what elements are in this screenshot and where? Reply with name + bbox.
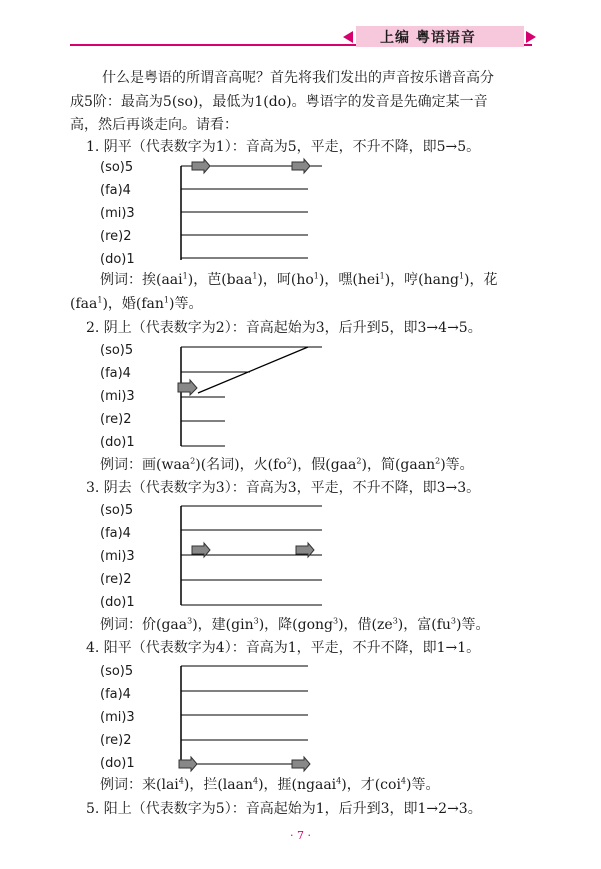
header-left-arrow-icon: [343, 31, 353, 43]
pitch-label: (re)2: [100, 229, 132, 244]
pitch-label: (mi)3: [100, 710, 135, 725]
pitch-label: (do)1: [100, 252, 135, 267]
pitch-label: (mi)3: [100, 206, 135, 221]
tone-1-examples-line-2: (faa$^1$)，婚(fan$^1$)等。: [70, 295, 203, 312]
tone-1-examples-line-1: 例词：挨(aai$^1$)，芭(baa$^1$)，呵$(ho^1)$，嘿(hei$^1$)，哼(hang$^1$)，花: [100, 271, 498, 288]
pitch-label: (re)2: [100, 572, 132, 587]
pitch-label: (do)1: [100, 756, 135, 771]
intro-line-3: 高，然后再谈走向。请看：: [70, 117, 238, 133]
arrow-end-icon: [292, 159, 310, 173]
tone-5-heading: 5. 阳上（代表数字为5）：音高起始为1，后升到3，即1→2→3。: [86, 801, 482, 817]
pitch-label: (do)1: [100, 435, 135, 450]
tone-4-examples: 例词：来(lai$^4$)，拦(laan$^4$)，捱(ngaai$^4$)，才(coi$^4$)等。: [100, 776, 440, 793]
pitch-label: (do)1: [100, 595, 135, 610]
arrow-end-icon: [292, 757, 310, 771]
pitch-label: (so)5: [100, 160, 134, 175]
header-title: 上编 粤语语音: [380, 30, 476, 46]
pitch-label: (so)5: [100, 343, 134, 358]
pitch-label: (so)5: [100, 503, 134, 518]
tone-2-heading: 2. 阴上（代表数字为2）：音高起始为3，后升到5，即3→4→5。: [86, 320, 482, 336]
tone-1-diagram: [170, 160, 330, 265]
page-number: · 7 ·: [290, 829, 311, 842]
pitch-label: (fa)4: [100, 526, 131, 541]
pitch-label: (mi)3: [100, 549, 135, 564]
pitch-label: (re)2: [100, 733, 132, 748]
tone-1-heading: 1. 阴平（代表数字为1）：音高为5，平走，不升不降，即5→5。: [86, 139, 481, 155]
pitch-label: (fa)4: [100, 366, 131, 381]
pitch-label: (fa)4: [100, 687, 131, 702]
tone-4-diagram: [170, 664, 330, 769]
pitch-label: (mi)3: [100, 389, 135, 404]
tone-3-diagram: [170, 503, 330, 608]
tone-4-heading: 4. 阳平（代表数字为4）：音高为1，平走，不升不降，即1→1。: [86, 640, 481, 656]
intro-line-1: 什么是粤语的所谓音高呢？首先将我们发出的声音按乐谱音高分: [102, 70, 494, 86]
tone-3-heading: 3. 阴去（代表数字为3）：音高为3，平走，不升不降，即3→3。: [86, 480, 481, 496]
header-right-arrow-icon: [526, 31, 536, 43]
tone-2-examples: 例词：画(waa$^2$)(名词)，火$(fo^2)$，假(gaa$^2$)，简(gaan$^2$)等。: [100, 456, 474, 473]
tone-3-examples: 例词：价(gaa$^3$)，建(gin$^3$)，降(gong$^3$)，借$(ze^3)$，富$(fu^3)$等。: [100, 616, 490, 633]
arrow-start-icon: [192, 159, 210, 173]
pitch-label: (fa)4: [100, 183, 131, 198]
tone-2-diagram: [170, 343, 330, 448]
pitch-label: (so)5: [100, 664, 134, 679]
intro-line-2: 成5阶：最高为5(so)，最低为1(do)。粤语字的发音是先确定某一音: [70, 94, 488, 110]
pitch-label: (re)2: [100, 412, 132, 427]
